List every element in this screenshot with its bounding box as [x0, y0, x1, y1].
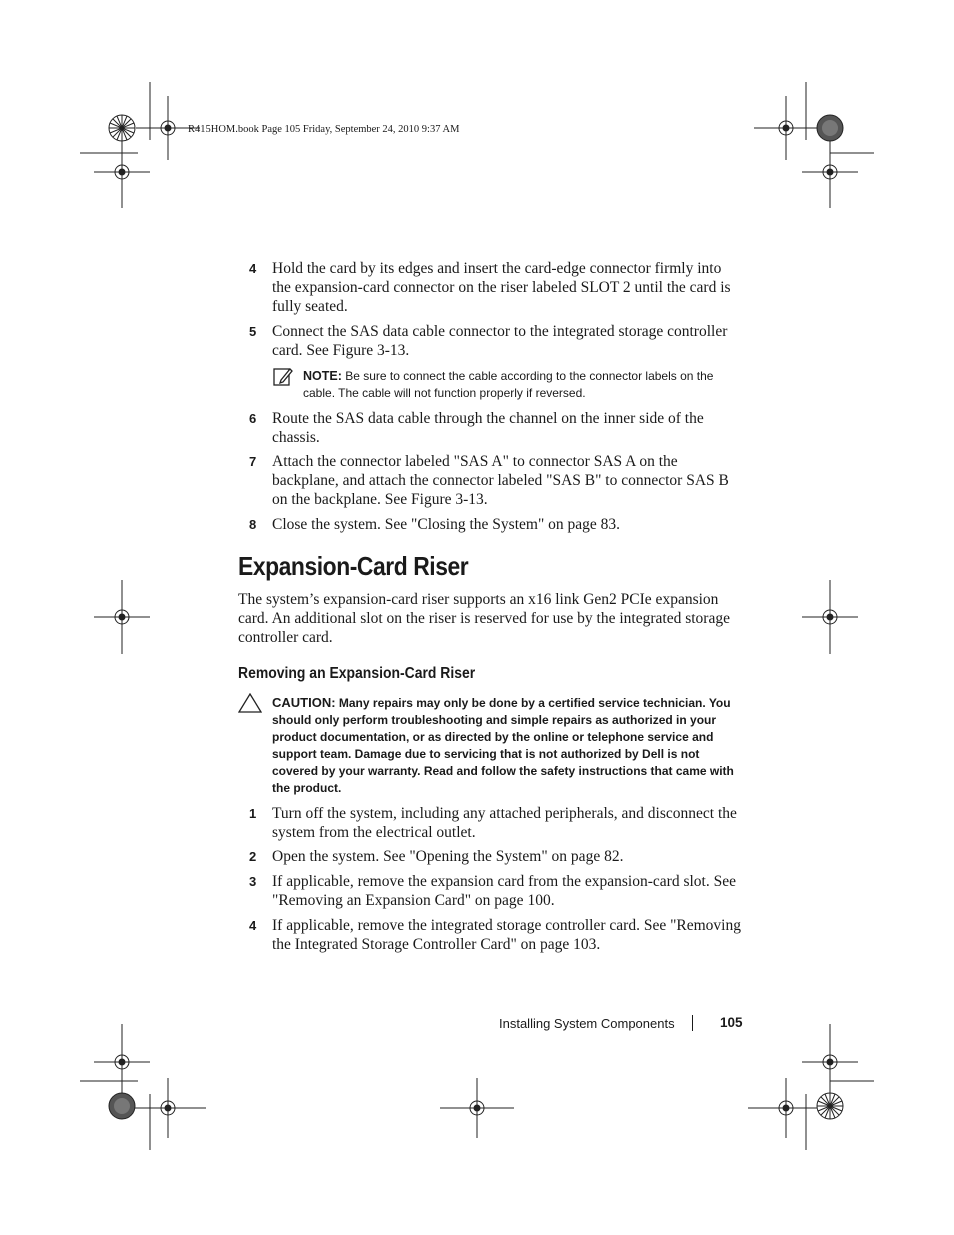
subsection-title: Removing an Expansion-Card Riser [238, 665, 476, 682]
footer-divider [692, 1015, 693, 1031]
step-text: Attach the connector labeled "SAS A" to connector SAS A on the backplane, and attach the connector labeled "SAS B" to connector SAS B on the backplane. See Figure 3-13. [272, 453, 729, 508]
step-number: 7 [249, 454, 257, 469]
step-text: If applicable, remove the expansion card from the expansion-card slot. See "Removing an Expansion Card" on page 100. [272, 873, 736, 909]
step-number: 4 [249, 261, 257, 276]
print-header: R415HOM.book Page 105 Friday, September 24, 2010 9:37 AM [188, 124, 460, 135]
step-text: Connect the SAS data cable connector to the integrated storage controller card. See Figure 3-13. [272, 323, 728, 359]
step-text: Close the system. See "Closing the System" on page 83. [272, 516, 621, 533]
step-number: 1 [249, 806, 257, 821]
step-number: 5 [249, 324, 257, 339]
note-label: NOTE: [303, 369, 342, 383]
caution-label: CAUTION: [272, 695, 336, 710]
note-text: Be sure to connect the cable according to the connector labels on the cable. The cable will not function properly if reversed. [303, 369, 714, 400]
caution-text: Many repairs may only be done by a certified service technician. You should only perform troubleshooting and simple repairs as authorized in your product documentation, or as directed by the online or telephone service and support team. Damage due to servicing that is not authorized by Dell is not covered by your warranty. Read and follow the safety instructions that came with the product. [272, 696, 734, 795]
step-text: Hold the card by its edges and insert the card-edge connector firmly into the expansion-card connector on the riser labeled SLOT 2 until the card is fully seated. [272, 260, 731, 315]
step-number: 6 [249, 411, 257, 426]
section-intro: The system’s expansion-card riser supports an x16 link Gen2 PCIe expansion card. An additional slot on the riser is reserved for use by the integrated storage controller card. [238, 591, 730, 646]
caution-callout [272, 694, 742, 797]
step-number: 4 [249, 918, 257, 933]
note-callout [303, 368, 743, 402]
page-number: 105 [720, 1015, 743, 1030]
footer-chapter: Installing System Components [499, 1016, 675, 1031]
warning-triangle-icon [238, 693, 262, 713]
step-number: 2 [249, 849, 257, 864]
step-number: 8 [249, 517, 257, 532]
pencil-note-icon [273, 367, 293, 387]
step-text: If applicable, remove the integrated storage controller card. See "Removing the Integrated Storage Controller Card" on page 103. [272, 917, 741, 953]
step-number: 3 [249, 874, 257, 889]
step-text: Route the SAS data cable through the channel on the inner side of the chassis. [272, 410, 704, 446]
step-text: Turn off the system, including any attached peripherals, and disconnect the system from the electrical outlet. [272, 805, 737, 841]
section-title: Expansion-Card Riser [238, 551, 469, 581]
step-text: Open the system. See "Opening the System" on page 82. [272, 848, 624, 865]
